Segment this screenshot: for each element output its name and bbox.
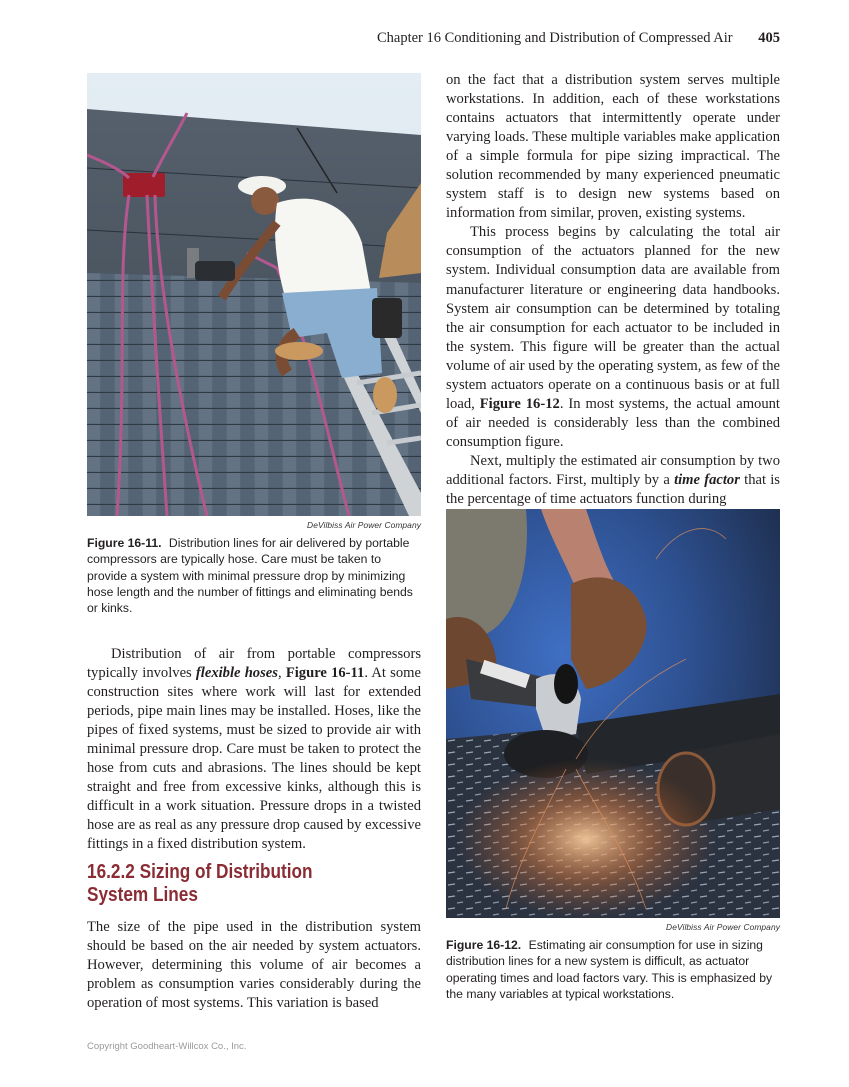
body-paragraph: The size of the pipe used in the distribution system should be based on the air needed by system actuators. However, determining this volume of air becomes a problem as consumption varies considerably during the operation of most systems. This variation is based xyxy=(87,919,421,1012)
figure-reference: Figure 16-12 xyxy=(479,395,560,412)
page-number: 405 xyxy=(758,30,780,46)
figure-16-12-caption-text: Estimating air consumption for use in sizing distribution lines for a new system is difficult, as actuator operating times and load factors vary. This is emphasized by the many variables at typical workstations. xyxy=(446,938,773,1001)
section-title-line1: Sizing of Distribution xyxy=(139,861,313,883)
key-term: flexible hoses xyxy=(195,665,278,682)
figure-16-11-label: Figure 16-11. xyxy=(87,536,162,550)
roofer-photo-illustration xyxy=(87,73,421,516)
figure-16-12-photo xyxy=(446,509,780,918)
chapter-title: Chapter 16 Conditioning and Distribution of Compressed Air xyxy=(376,30,733,46)
figure-16-11-credit: DeVilbiss Air Power Company xyxy=(307,520,421,530)
grinder-photo-illustration xyxy=(446,509,780,918)
figure-reference: Figure 16-11 xyxy=(285,665,365,682)
key-term: time factor xyxy=(674,471,740,488)
running-head xyxy=(300,30,780,47)
body-paragraph: Distribution of air from portable compressors typically involves flexible hoses, Figure 16-11. At some construction sites where work will last for extended periods, pipe main lines may be installed. Hoses, like the pipes of fixed systems, must be sized to provide air with minimal pressure drop. Care must be taken to protect the hose from cuts and abrasions. The lines should be kept straight and free from excessive kinks, although this is difficult in a work situation. Pressure drops in a twisted hose are as real as any pressure drop caused by excessive fittings in a fixed distribution system. xyxy=(87,646,421,853)
figure-16-11-caption xyxy=(87,535,421,616)
body-paragraph: on the fact that a distribution system serves multiple workstations. In addition, each of these workstations contains actuators that intermittently operate under varying loads. These multiple variables make application of a simple formula for pipe sizing impractical. The solution recommended by many experienced pneumatic system staff is to design new systems based on information from similar, proven, existing systems. xyxy=(446,72,780,222)
figure-16-11-photo xyxy=(87,73,421,516)
figure-16-12-label: Figure 16-12. xyxy=(446,938,522,952)
right-column-body xyxy=(446,71,780,509)
figure-16-12-credit: DeVilbiss Air Power Company xyxy=(666,922,780,932)
section-body xyxy=(87,918,421,1013)
section-title-line2: System Lines xyxy=(87,884,198,906)
section-number: 16.2.2 xyxy=(87,861,135,883)
section-heading xyxy=(87,861,422,907)
body-paragraph: This process begins by calculating the total air consumption of the actuators planned for the new system. Individual consumption data are available from manufacturer literature or engineering data handbooks. System air consumption can be determined by totaling the air consumption for each actuator to be included in the system. This figure will be greater than the actual volume of air used by the operating system, as few of the system actuators operate on a continuous basis or at full load, Figure 16-12. In most systems, the actual amount of air needed is considerably less than the combined consumption figure. xyxy=(446,224,780,450)
copyright-footer: Copyright Goodheart-Willcox Co., Inc. xyxy=(87,1041,247,1052)
figure-16-12-caption xyxy=(446,937,780,1002)
body-paragraph: Next, multiply the estimated air consumption by two additional factors. First, multiply by a time factor that is the percentage of time actuators function during xyxy=(446,452,780,508)
left-column-body xyxy=(87,645,421,855)
figure-16-11-caption-text: Distribution lines for air delivered by portable compressors are typically hose. Care must be taken to provide a system with minimal pressure drop by minimizing hose length and the number of fittings and eliminating bends or kinks. xyxy=(87,536,413,616)
